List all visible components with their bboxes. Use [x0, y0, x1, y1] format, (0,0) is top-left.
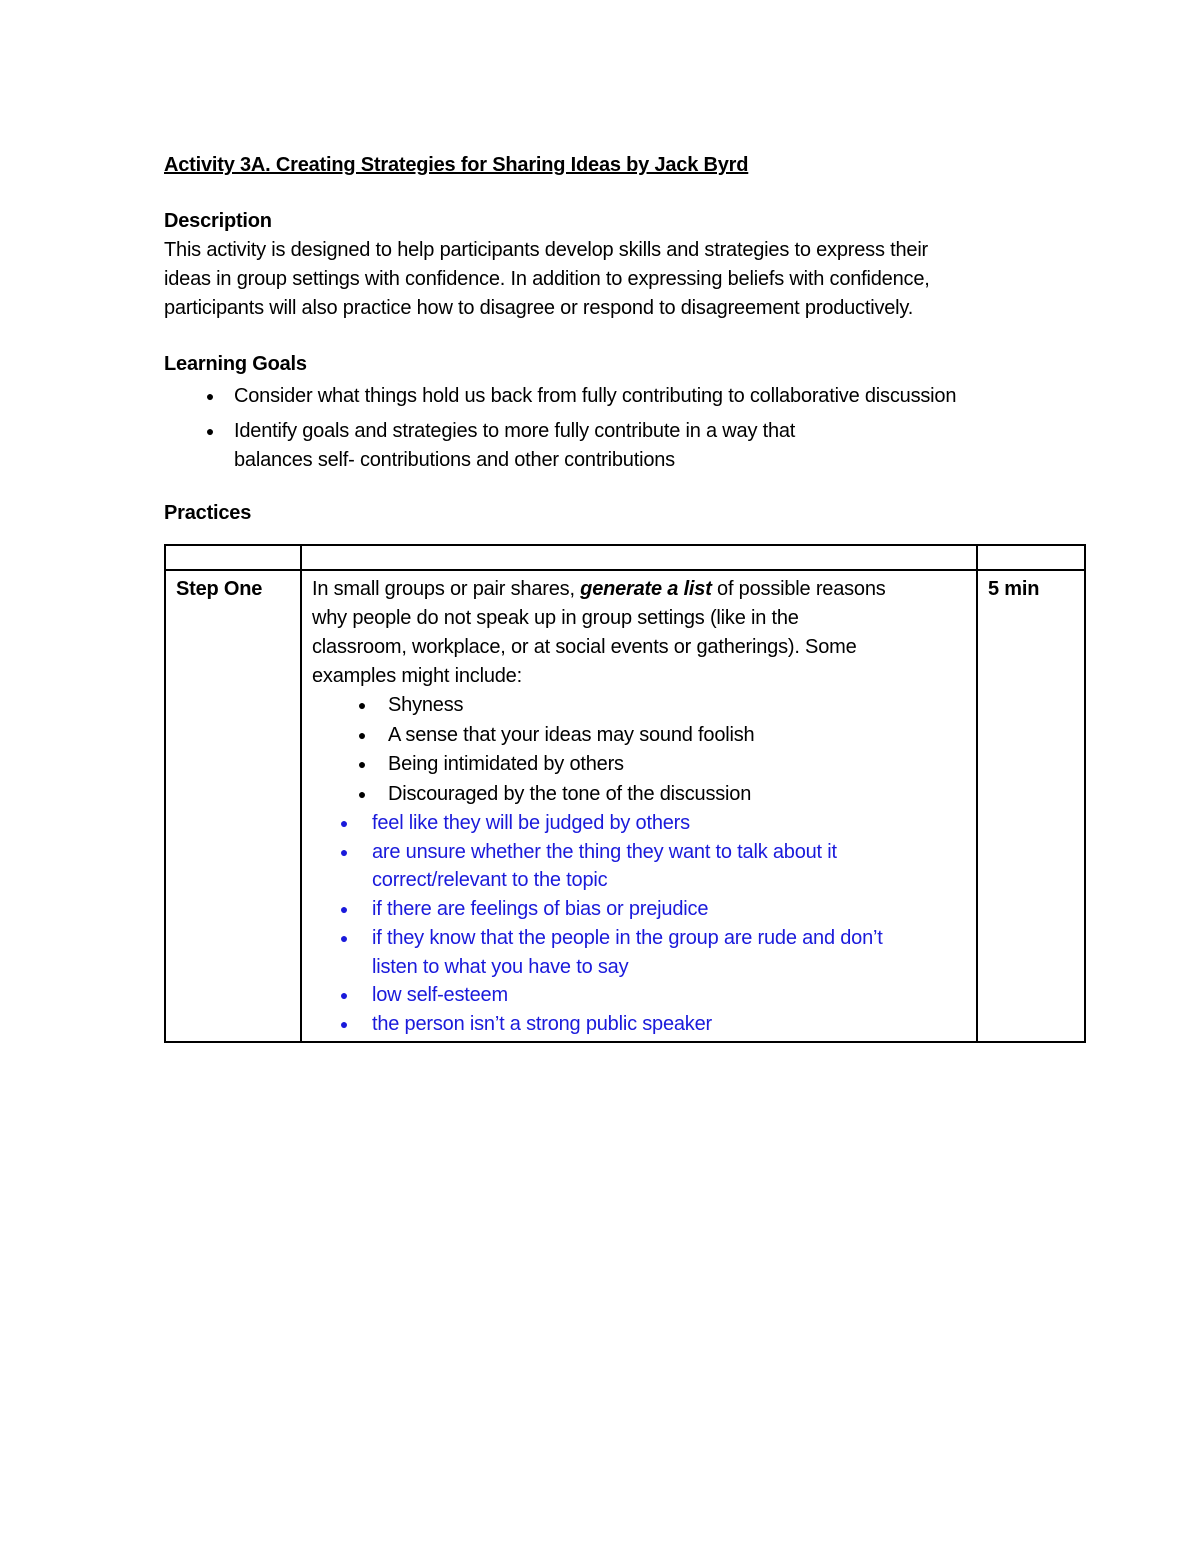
bullet-icon: ● [205, 388, 215, 404]
description-heading: Description [164, 210, 272, 232]
answer-text: if they know that the people in the group are rude and don’t [372, 926, 883, 949]
list-item [200, 382, 1084, 411]
bullet-icon: ● [339, 929, 349, 946]
description-line: This activity is designed to help participants develop skills and strategies to express their [164, 239, 929, 261]
document-title: Activity 3A. Creating Strategies for Sharing Ideas by Jack Byrd [164, 154, 749, 176]
goal-text: balances self- contributions and other contributions [234, 449, 675, 471]
list-item [334, 981, 966, 1010]
answers-list [312, 809, 966, 1039]
document-page [164, 150, 1084, 1043]
goal-text: Consider what things hold us back from fully contributing to collaborative discussion [234, 385, 957, 407]
list-item [334, 838, 966, 895]
table-header-cell [165, 545, 301, 570]
practices-heading: Practices [164, 502, 252, 524]
goal-text: Identify goals and strategies to more fully contribute in a way that [234, 420, 796, 442]
bullet-icon: ● [339, 815, 349, 831]
bullet-icon: ● [357, 697, 367, 713]
bullet-icon: ● [357, 785, 367, 802]
intro-text: In small groups or pair shares, [312, 578, 581, 600]
bullet-icon: ● [339, 1015, 349, 1032]
list-item [200, 417, 1084, 475]
description-line: ideas in group settings with confidence. In addition to expressing beliefs with confidence, [164, 268, 930, 290]
list-item [352, 750, 966, 780]
bullet-icon: ● [339, 987, 349, 1004]
intro-emphasis: generate a list [580, 578, 712, 600]
list-item [352, 691, 966, 721]
list-item [334, 809, 966, 838]
answer-text: if there are feelings of bias or prejudice [372, 898, 709, 921]
activity-cell [301, 570, 977, 1042]
intro-line [312, 575, 966, 604]
example-text: Being intimidated by others [388, 753, 624, 775]
description-line: participants will also practice how to disagree or respond to disagreement productively. [164, 297, 914, 319]
answer-text: feel like they will be judged by others [372, 812, 690, 834]
bullet-icon: ● [357, 726, 367, 743]
bullet-icon: ● [339, 843, 349, 860]
intro-line: examples might include: [312, 665, 522, 687]
list-item [352, 780, 966, 810]
list-item [334, 895, 966, 924]
answer-text: correct/relevant to the topic [372, 869, 608, 892]
bullet-icon: ● [339, 901, 349, 918]
step-cell: Step One [165, 570, 301, 1042]
answer-text: listen to what you have to say [372, 955, 629, 978]
example-text: Shyness [388, 694, 464, 716]
intro-text: of possible reasons [711, 578, 886, 600]
answer-text: are unsure whether the thing they want to talk about it [372, 840, 837, 863]
table-header-cell [977, 545, 1085, 570]
intro-line: classroom, workplace, or at social events or gatherings). Some [312, 636, 857, 658]
table-row [165, 570, 1085, 1042]
learning-goals-list [164, 382, 1084, 475]
table-header-cell [301, 545, 977, 570]
example-text: Discouraged by the tone of the discussion [388, 782, 752, 805]
bullet-icon: ● [357, 756, 367, 772]
description-paragraph [164, 236, 1084, 323]
list-item [334, 924, 966, 981]
intro-line: why people do not speak up in group settings (like in the [312, 607, 799, 629]
list-item [334, 1010, 966, 1039]
list-item [352, 721, 966, 751]
example-text: A sense that your ideas may sound foolish [388, 723, 755, 746]
examples-list [312, 691, 966, 809]
learning-goals-heading: Learning Goals [164, 353, 307, 375]
time-cell: 5 min [977, 570, 1085, 1042]
answer-text: low self-esteem [372, 984, 508, 1007]
bullet-icon: ● [205, 423, 215, 439]
answer-text: the person isn’t a strong public speaker [372, 1012, 712, 1035]
practices-table [164, 544, 1086, 1043]
table-header-row [165, 545, 1085, 570]
